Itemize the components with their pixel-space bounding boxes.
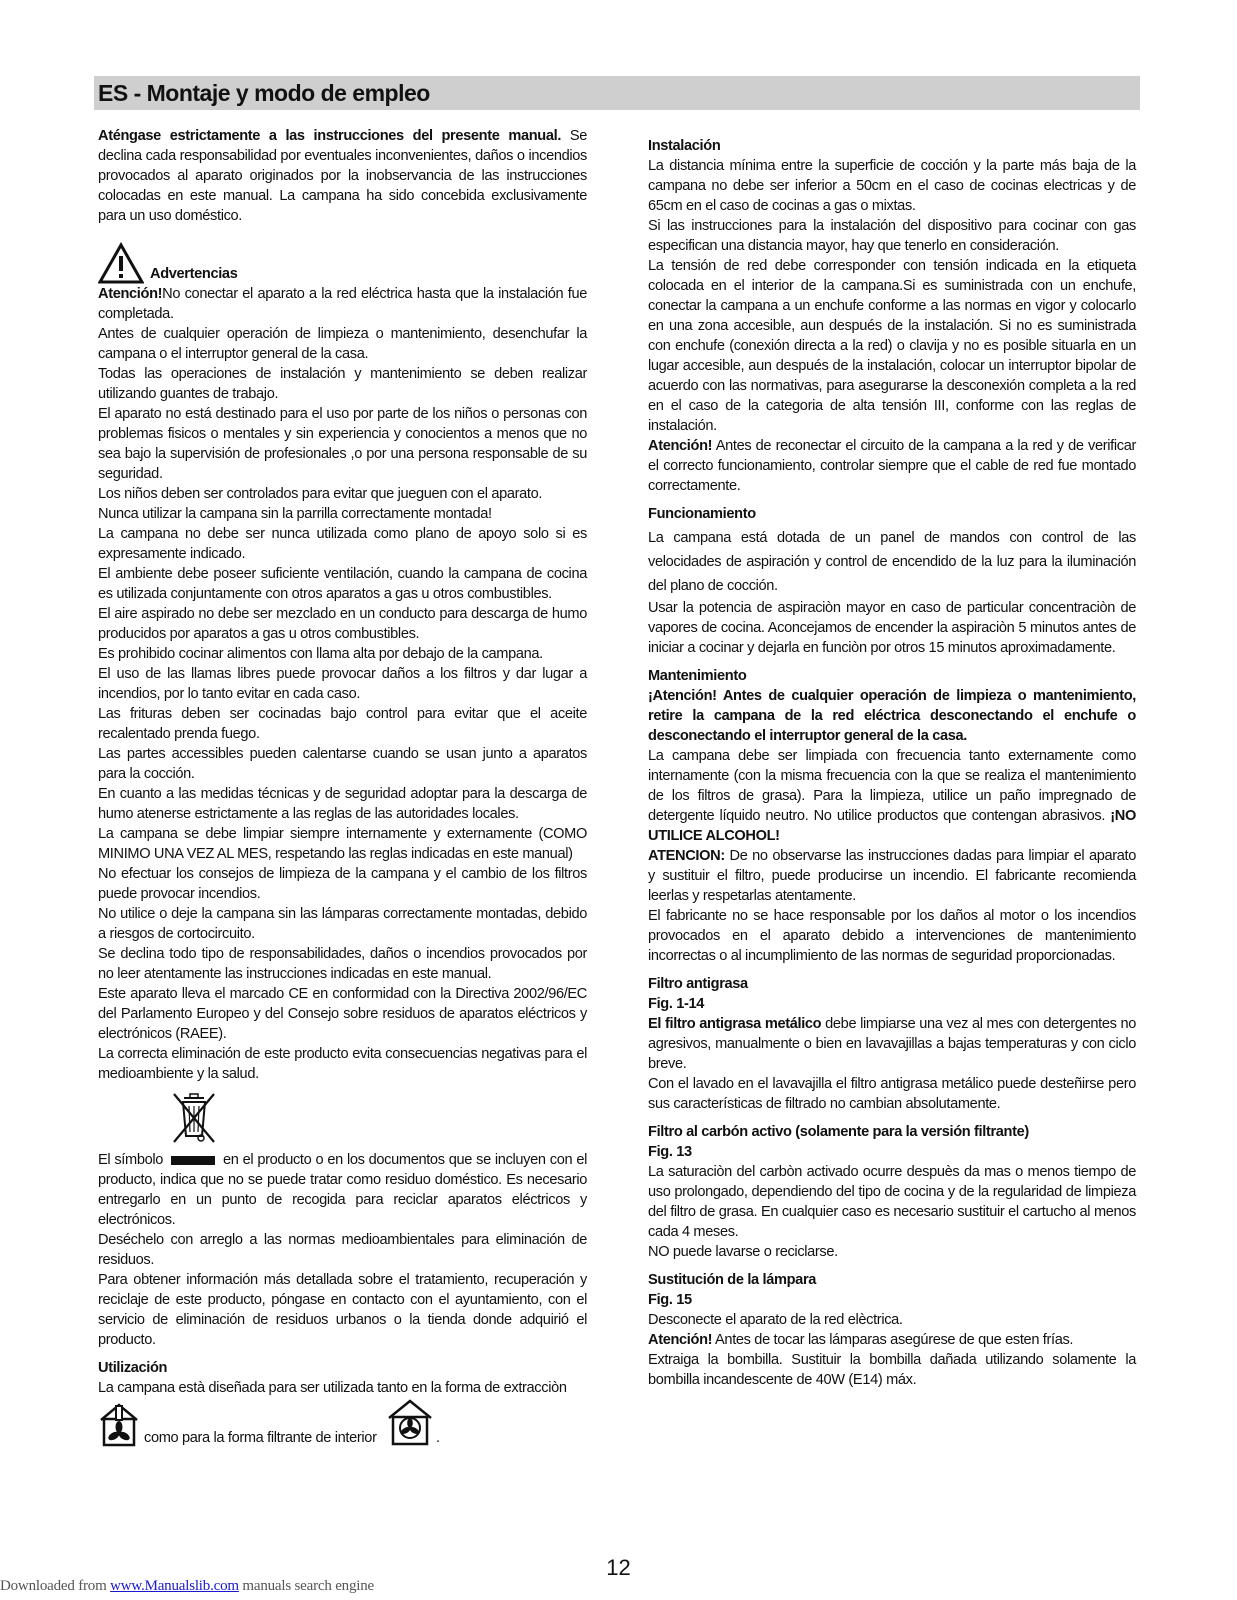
mantenimiento-title: Mantenimiento (648, 668, 747, 684)
lampara-paragraph: Desconecte el aparato de la red elèctrica. (648, 1312, 903, 1328)
warning-triangle-icon (98, 242, 144, 284)
lampara-attention-text: Antes de tocar las lámparas asegúrese de que esten frías. (712, 1332, 1074, 1348)
warning-attention-text: No conectar el aparato a la red eléctrica hasta que la instalación fue completada. (98, 286, 587, 322)
weee-bar-icon (171, 1156, 215, 1165)
mantenimiento-final: El fabricante no se hace responsable por los daños al motor o los incendios provocados en el aparato debido a intervenciones de mantenimiento incorrectas o al incumplimiento de las normas de seguridad proporcionadas. (648, 908, 1136, 964)
warning-item: Se declina todo tipo de responsabilidades, daños o incendios provocados por no leer atentamente las instrucciones indicadas en este manual. (98, 946, 587, 982)
funcionamiento-paragraph: Usar la potencia de aspiraciòn mayor en caso de particular concentraciòn de vapores de cocina. Aconcejamos de encender la aspiraciòn 5 minutos antes de iniciar a cocinar y dejarla en funciòn por otros 15 minutos aproximadamente. (648, 600, 1136, 656)
warning-item: En cuanto a las medidas técnicas y de seguridad adoptar para la descarga de humo atenerse estrictamente a las reglas de las autoridades locales. (98, 786, 587, 822)
filtro-title: Filtro antigrasa (648, 976, 748, 992)
atencion-text: De no observarse las instrucciones dadas para limpiar el aparato y sustituir el filtro, puede producirse un incendio. El fabricante recomienda leerlas y respetarlas atentamente. (648, 848, 1136, 904)
carbon-fig: Fig. 13 (648, 1144, 692, 1160)
funcionamiento-section (648, 526, 1136, 658)
utilizacion-end: . (436, 1430, 440, 1446)
carbon-paragraph: La saturaciòn del carbòn activado ocurre despuès da mas o menos tiempo de uso prolongado, dependiendo del tipo de cocina y de la regularidad de limpieza del filtro de grasa. En cualquier caso es necesario sustituir el cartucho al menos cada 4 meses. (648, 1164, 1136, 1240)
footer-suffix: manuals search engine (238, 1578, 374, 1594)
warning-item: Antes de cualquier operación de limpieza o mantenimiento, desenchufar la campana o el interruptor general de la casa. (98, 326, 587, 362)
weee-bin-container (170, 1090, 587, 1146)
funcionamiento-paragraph: La campana está dotada de un panel de mandos con control de las velocidades de aspiración y control de encendido de la luz para la iluminación del plano de cocción. (648, 530, 1136, 594)
instalacion-title: Instalación (648, 138, 721, 154)
warning-item: El ambiente debe poseer suficiente ventilación, cuando la campana de cocina es utilizada conjuntamente con otros aparatos a gas u otros combustibles. (98, 566, 587, 602)
instalacion-attention-text: Antes de reconectar el circuito de la campana a la red y de verificar el correcto funcionamiento, controlar siempre que el cable de red fue montado correctamente. (648, 438, 1136, 494)
lampara-paragraph-3: Extraiga la bombilla. Sustituir la bombilla dañada utilizando solamente la bombilla incandescente de 40W (E14) máx. (648, 1352, 1136, 1388)
utilizacion-text: La campana està diseñada para ser utilizada tanto en la forma de extracciòn (98, 1380, 567, 1396)
filtro-text: debe limpiarse una vez al mes con detergentes no agresivos, manualmente o bien en lavavajillas a bajas temperaturas y con ciclo breve. (648, 1016, 1136, 1072)
lampara-attention (648, 1330, 1136, 1350)
warning-item: Nunca utilizar la campana sin la parrilla correctamente montada! (98, 506, 492, 522)
warning-item: No efectuar los consejos de limpieza de la campana y el cambio de los filtros puede provocar incendios. (98, 866, 587, 902)
utilizacion-title: Utilización (98, 1360, 168, 1376)
disposal-paragraph: Para obtener información más detallada sobre el tratamiento, recuperación y reciclaje de este producto, póngase en contacto con el ayuntamiento, con el servicio de eliminación de residuos urbanos o la tienda donde adquirió el producto. (98, 1272, 587, 1348)
left-column (98, 126, 587, 1454)
lampara-title: Sustitución de la lámpara (648, 1272, 817, 1288)
warning-item: Todas las operaciones de instalación y mantenimiento se deben realizar utilizando guantes de trabajo. (98, 366, 587, 402)
symbol-after: en el producto o en los documentos que se incluyen con el producto, indica que no se puede tratar como residuo doméstico. Es necesario entregarlo en un punto de recogida para reciclar aparatos eléctricos y electrónicos. (98, 1152, 587, 1228)
warning-item: Es prohibido cocinar alimentos con llama alta por debajo de la campana. (98, 646, 543, 662)
warning-item: No utilice o deje la campana sin las lámparas correctamente montadas, debido a riesgos de cortocircuito. (98, 906, 587, 942)
instalacion-paragraph: Si las instrucciones para la instalación del dispositivo para cocinar con gas especifican una distancia mayor, hay que tenerlo en consideración. (648, 218, 1136, 254)
carbon-paragraph-2: NO puede lavarse o reciclarse. (648, 1244, 838, 1260)
filtro-paragraph-2: Con el lavado en el lavavajilla el filtro antigrasa metálico puede desteñirse pero sus características de filtrado no cambian absolutamente. (648, 1076, 1136, 1112)
download-footer (0, 1578, 374, 1595)
utilizacion-text-2: como para la forma filtrante de interior (144, 1430, 377, 1446)
warnings-heading (98, 238, 587, 284)
disposal-paragraph: Deséchelo con arreglo a las normas medioambientales para eliminación de residuos. (98, 1232, 587, 1268)
lampara-fig: Fig. 15 (648, 1292, 692, 1308)
warning-item: El aparato no está destinado para el uso por parte de los niños o personas con problemas fisicos o mentales y sin experiencia y conocientos a menos que no sea bajo la supervisión de profesionales ,o por una persona responsable de su seguridad. (98, 406, 587, 482)
lampara-attention-bold: Atención! (648, 1332, 713, 1348)
warning-item: Los niños deben ser controlados para evitar que jueguen con el aparato. (98, 486, 543, 502)
warning-item (98, 284, 587, 324)
filtro-paragraph (648, 1014, 1136, 1074)
atencion-bold: ATENCION: (648, 848, 725, 864)
carbon-title: Filtro al carbón activo (solamente para la versión filtrante) (648, 1124, 1029, 1140)
instalacion-paragraph: La tensión de red debe corresponder con tensión indicada en la etiqueta colocada en el interior de la campana.Si es suministrada con un enchufe, conectar la campana a un enchufe conforme a las normas en vigor y colocarlo en una zona accesible, aun después de la instalación. Si no es suministrada con enchufe (conexión directa a la red) o clavija y no es posible situarla en un lugar accesible, aun después de la instalación, colocar un interruptor bipolar de acuerdo con las normativas, para asegurarse la desconexión completa a la red en el caso de la categoria de alta tensión III, conforme con las reglas de instalación. (648, 258, 1136, 434)
page-number: 12 (606, 1555, 631, 1580)
warning-item: Este aparato lleva el marcado CE en conformidad con la Directiva 2002/96/EC del Parlamento Europeo y del Consejo sobre residuos de aparatos eléctricos y electrónicos (RAEE). (98, 986, 587, 1042)
intro-text: Se declina cada responsabilidad por eventuales inconvenientes, daños o incendios provocados al aparato originados por la inobservancia de las instrucciones colocadas en este manual. La campana ha sido concebida exclusivamente para un uso doméstico. (98, 128, 587, 224)
warning-item: La correcta eliminación de este producto evita consecuencias negativas para el medioambiente y la salud. (98, 1046, 587, 1082)
manualslib-link[interactable]: www.Manualslib.com (110, 1578, 239, 1594)
warning-attention-bold: Atención! (98, 286, 163, 302)
warning-item: Las frituras deben ser cocinadas bajo control para evitar que el aceite recalentado prenda fuego. (98, 706, 587, 742)
symbol-before: El símbolo (98, 1152, 164, 1168)
mantenimiento-atencion (648, 846, 1136, 906)
warning-item: La campana se debe limpiar siempre internamente y externamente (COMO MINIMO UNA VEZ AL MES, respetando las reglas indicadas en este manual) (98, 826, 587, 862)
instalacion-attention (648, 436, 1136, 496)
funcionamiento-title: Funcionamiento (648, 506, 756, 522)
instalacion-paragraph: La distancia mínima entre la superficie de cocción y la parte más baja de la campana no debe ser inferior a 50cm en el caso de cocinas electricas y de 65cm en el caso de cocinas a gas o mixtas. (648, 158, 1136, 214)
filtro-bold: El filtro antigrasa metálico (648, 1016, 822, 1032)
no-alcohol-warning: ¡NO UTILICE ALCOHOL! (648, 808, 1136, 844)
right-column (648, 136, 1136, 1390)
filtro-fig: Fig. 1-14 (648, 996, 705, 1012)
utilizacion-icons-row (98, 1402, 587, 1454)
intro-bold: Aténgase estrictamente a las instrucciones del presente manual. (98, 128, 562, 144)
extraction-house-icon (98, 1402, 140, 1448)
warning-item: Las partes accessibles pueden calentarse cuando se usan junto a aparatos para la cocción. (98, 746, 587, 782)
mantenimiento-text: La campana debe ser limpiada con frecuencia tanto externamente como internamente (con la misma frecuencia con la que se realiza el mantenimiento de los filtros de grasa). Para la limpieza, utilice un paño impregnado de detergente líquido neutro. No utilice productos que contengan abrasivos. (648, 748, 1136, 824)
page-title: ES - Montaje y modo de empleo (94, 76, 1140, 110)
warning-item: La campana no debe ser nunca utilizada como plano de apoyo solo si es expresamente indicado. (98, 526, 587, 562)
mantenimiento-warning: ¡Atención! Antes de cualquier operación de limpieza o mantenimiento, retire la campana de la red eléctrica desconectando el enchufe o desconectando el interruptor general de la casa. (648, 688, 1136, 744)
intro-paragraph (98, 126, 587, 226)
crossed-bin-icon (170, 1090, 218, 1144)
warning-item: El uso de las llamas libres puede provocar daños a los filtros y dar lugar a incendios, por lo tanto evitar en cada caso. (98, 666, 587, 702)
mantenimiento-paragraph (648, 746, 1136, 846)
recirculation-house-icon (386, 1398, 434, 1446)
symbol-paragraph (98, 1150, 587, 1230)
footer-prefix: Downloaded from (0, 1578, 111, 1594)
warning-item: El aire aspirado no debe ser mezclado en un conducto para descarga de humo producidos por aparatos a gas u otros combustibles. (98, 606, 587, 642)
instalacion-attention-bold: Atención! (648, 438, 713, 454)
warnings-title: Advertencias (150, 266, 238, 282)
